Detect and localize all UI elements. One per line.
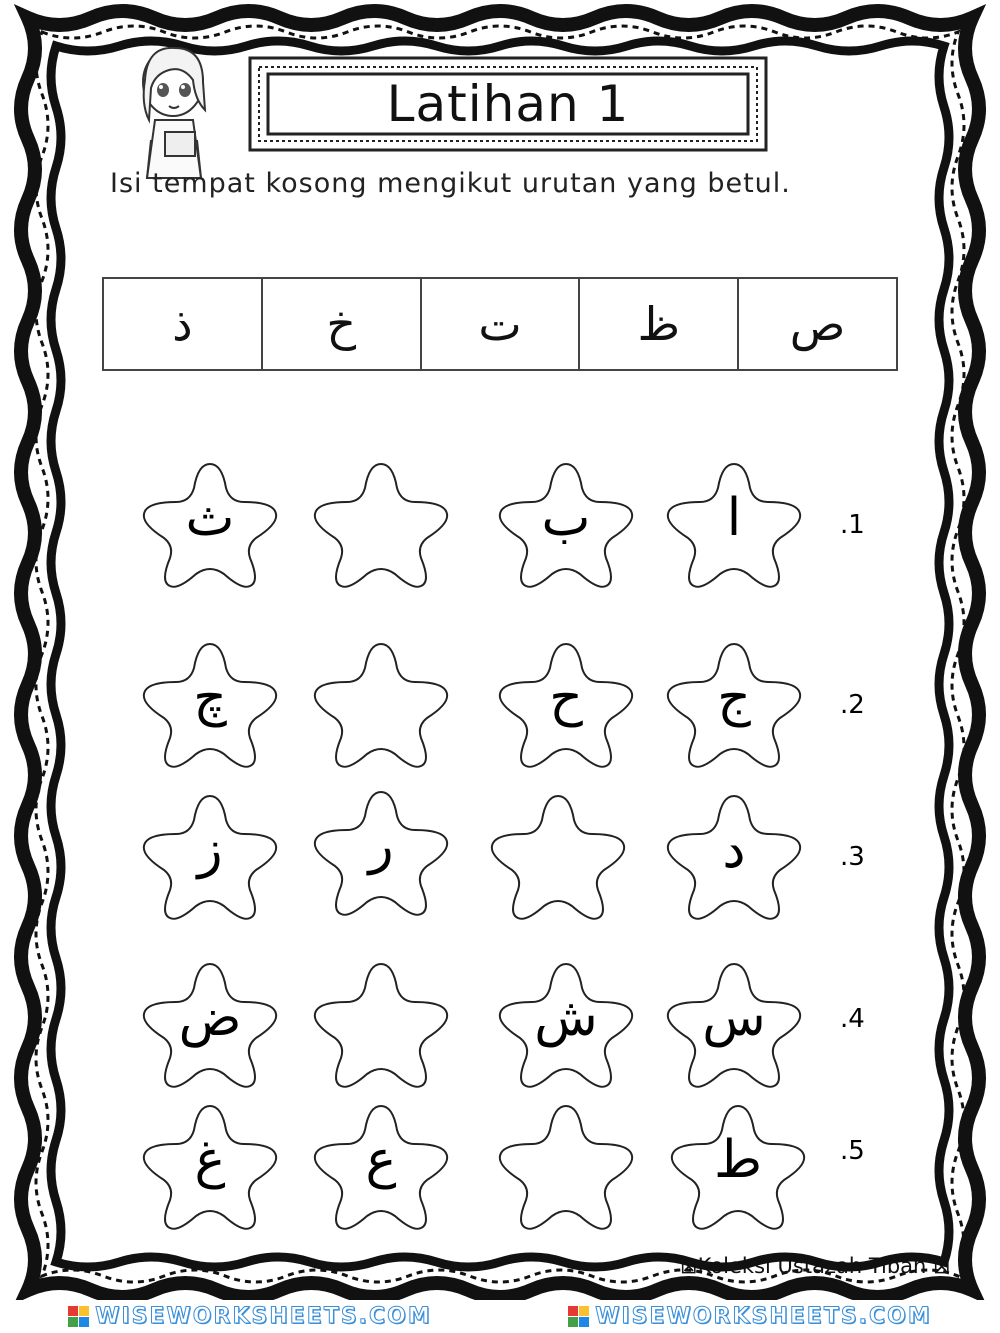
answer-letter-cell: ص	[789, 297, 846, 351]
star-slot-blank[interactable]	[309, 958, 453, 1090]
girl-illustration	[125, 40, 225, 180]
star-slot	[662, 458, 806, 590]
watermark-footer	[0, 1300, 1000, 1333]
star-slot	[662, 790, 806, 922]
star-letter: ا	[726, 488, 742, 548]
star-slot	[138, 638, 282, 770]
watermark-text: WISEWORKSHEETS.COM	[95, 1304, 432, 1329]
star-letter: د	[722, 820, 746, 880]
star-slot-blank[interactable]	[309, 458, 453, 590]
answer-letter-table	[102, 277, 898, 371]
star-letter: ط	[713, 1130, 763, 1190]
star-letter: غ	[194, 1130, 226, 1190]
row-number: .2	[840, 690, 865, 720]
star-slot-blank[interactable]	[486, 790, 630, 922]
star-letter: ر	[368, 816, 394, 876]
star-slot-blank[interactable]	[494, 1100, 638, 1232]
row-number: .5	[840, 1136, 865, 1166]
star-letter: ب	[541, 488, 591, 548]
star-slot	[494, 458, 638, 590]
star-letter: ح	[549, 668, 583, 728]
star-slot	[138, 790, 282, 922]
star-letter: چ	[193, 668, 227, 728]
answer-letter-cell: خ	[263, 279, 422, 369]
star-letter: ز	[197, 820, 223, 880]
title-box	[248, 56, 768, 152]
watermark-logo-icon	[568, 1306, 589, 1327]
answer-letter-cell: ذ	[104, 279, 263, 369]
star-letter: س	[702, 988, 766, 1048]
watermark	[500, 1300, 1000, 1333]
row-number: .4	[840, 1004, 865, 1034]
star-slot	[666, 1100, 810, 1232]
page-title: Latihan 1	[386, 75, 630, 133]
credit-text: ⊠Koleksi Ustazah Tibah ⊠	[680, 1254, 951, 1278]
star-letter: ع	[365, 1130, 397, 1190]
star-slot	[494, 638, 638, 770]
star-slot	[662, 638, 806, 770]
star-slot	[138, 958, 282, 1090]
star-slot	[138, 458, 282, 590]
star-slot	[309, 786, 453, 918]
star-letter: ث	[185, 488, 235, 548]
star-slot	[309, 1100, 453, 1232]
star-slot	[662, 958, 806, 1090]
star-letter: ج	[717, 668, 751, 728]
answer-letter-cell: ت	[422, 279, 581, 369]
star-slot	[138, 1100, 282, 1232]
star-slot	[494, 958, 638, 1090]
star-letter: ش	[534, 988, 598, 1048]
watermark-logo-icon	[68, 1306, 89, 1327]
row-number: .3	[840, 842, 865, 872]
watermark	[0, 1300, 500, 1333]
star-letter: ض	[178, 988, 242, 1048]
star-slot-blank[interactable]	[309, 638, 453, 770]
answer-letter-cell: ظ	[580, 279, 739, 369]
watermark-text: WISEWORKSHEETS.COM	[595, 1304, 932, 1329]
row-number: .1	[840, 510, 865, 540]
instruction-text: Isi tempat kosong mengikut urutan yang betul.	[110, 168, 791, 199]
